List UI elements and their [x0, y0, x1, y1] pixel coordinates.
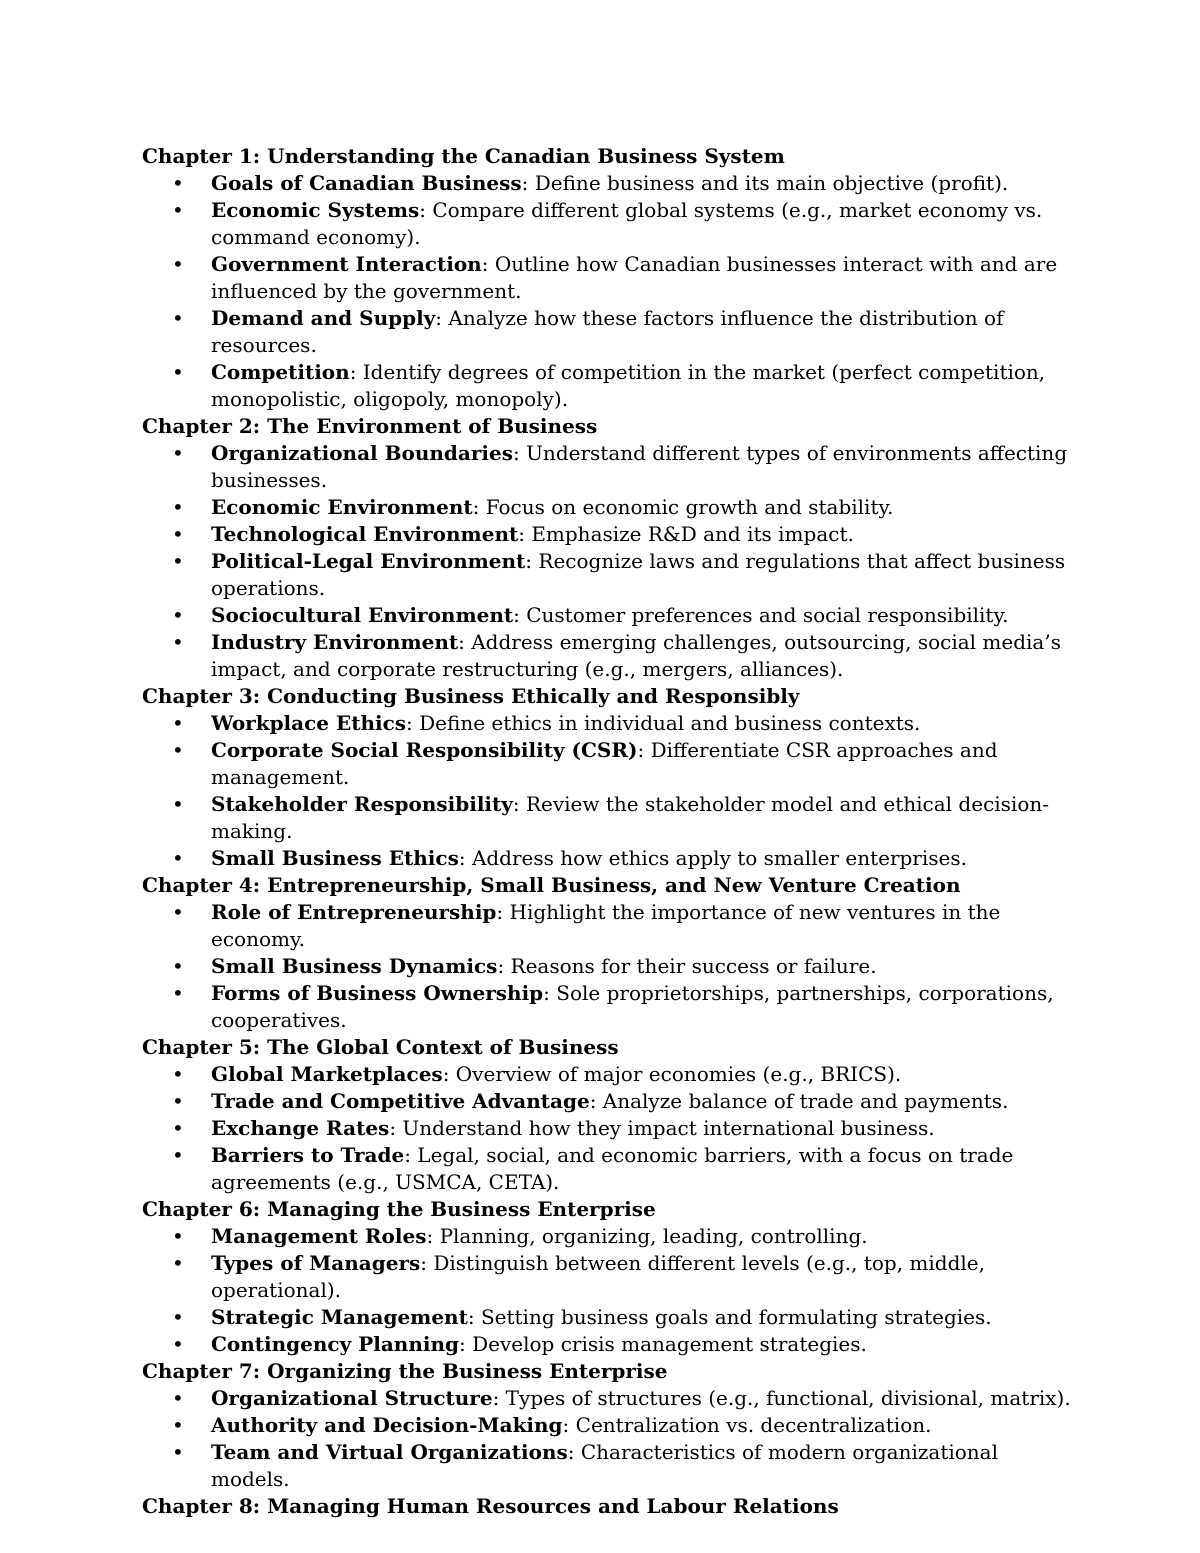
bullet-icon: • — [172, 630, 184, 654]
chapter-section — [142, 1493, 1072, 1520]
bullet-icon: • — [172, 900, 184, 924]
item-term: Forms of Business Ownership — [211, 981, 544, 1005]
item-description: : Understand different types of environments affecting businesses. — [211, 441, 1068, 492]
list-item — [142, 629, 1072, 683]
item-term: Organizational Boundaries — [211, 441, 513, 465]
list-item — [142, 305, 1072, 359]
chapter-heading: Chapter 4: Entrepreneurship, Small Business, and New Venture Creation — [142, 873, 961, 897]
bullet-list — [142, 1061, 1072, 1196]
item-description: : Setting business goals and formulating strategies. — [467, 1305, 992, 1329]
item-term: Technological Environment — [211, 522, 519, 546]
bullet-icon: • — [172, 198, 184, 222]
list-item — [142, 1061, 1072, 1088]
chapter-heading: Chapter 7: Organizing the Business Enterprise — [142, 1359, 668, 1383]
item-term: Small Business Ethics — [211, 846, 459, 870]
bullet-icon: • — [172, 954, 184, 978]
list-item — [142, 440, 1072, 494]
item-description: : Distinguish between different levels (e.g., top, middle, operational). — [211, 1251, 985, 1302]
item-description: : Highlight the importance of new ventures in the economy. — [211, 900, 1001, 951]
item-term: Government Interaction — [211, 252, 482, 276]
list-item — [142, 791, 1072, 845]
chapter-heading: Chapter 1: Understanding the Canadian Business System — [142, 144, 785, 168]
item-term: Small Business Dynamics — [211, 954, 498, 978]
bullet-icon: • — [172, 360, 184, 384]
item-term: Stakeholder Responsibility — [211, 792, 513, 816]
list-item — [142, 899, 1072, 953]
bullet-icon: • — [172, 738, 184, 762]
item-description: : Understand how they impact international business. — [389, 1116, 935, 1140]
bullet-icon: • — [172, 981, 184, 1005]
item-description: : Develop crisis management strategies. — [459, 1332, 867, 1356]
item-description: : Reasons for their success or failure. — [497, 954, 877, 978]
bullet-icon: • — [172, 1251, 184, 1275]
item-description: : Recognize laws and regulations that affect business operations. — [211, 549, 1066, 600]
item-description: : Centralization vs. decentralization. — [562, 1413, 932, 1437]
item-description: : Outline how Canadian businesses interact with and are influenced by the government. — [211, 252, 1058, 303]
list-item — [142, 1223, 1072, 1250]
bullet-list — [142, 440, 1072, 683]
chapter-section — [142, 683, 1072, 872]
chapter-section — [142, 413, 1072, 683]
item-description: : Overview of major economies (e.g., BRICS). — [442, 1062, 902, 1086]
item-description: : Types of structures (e.g., functional, divisional, matrix). — [492, 1386, 1071, 1410]
chapter-section — [142, 1358, 1072, 1493]
bullet-icon: • — [172, 306, 184, 330]
item-description: : Focus on economic growth and stability. — [472, 495, 894, 519]
item-term: Workplace Ethics — [211, 711, 407, 735]
bullet-icon: • — [172, 1089, 184, 1113]
list-item — [142, 1142, 1072, 1196]
chapter-heading: Chapter 5: The Global Context of Business — [142, 1035, 619, 1059]
item-description: : Differentiate CSR approaches and management. — [211, 738, 998, 789]
item-description: : Sole proprietorships, partnerships, corporations, cooperatives. — [211, 981, 1054, 1032]
list-item — [142, 197, 1072, 251]
list-item — [142, 602, 1072, 629]
item-term: Competition — [211, 360, 350, 384]
bullet-icon: • — [172, 1332, 184, 1356]
bullet-list — [142, 710, 1072, 872]
item-term: Management Roles — [211, 1224, 427, 1248]
item-term: Sociocultural Environment — [211, 603, 514, 627]
chapter-heading: Chapter 6: Managing the Business Enterprise — [142, 1197, 656, 1221]
bullet-icon: • — [172, 1116, 184, 1140]
item-description: : Analyze balance of trade and payments. — [589, 1089, 1009, 1113]
list-item — [142, 845, 1072, 872]
chapter-section — [142, 1034, 1072, 1196]
list-item — [142, 1439, 1072, 1493]
item-term: Types of Managers — [211, 1251, 421, 1275]
list-item — [142, 1412, 1072, 1439]
item-description: : Legal, social, and economic barriers, with a focus on trade agreements (e.g., USMCA, CETA). — [211, 1143, 1014, 1194]
item-description: : Compare different global systems (e.g., market economy vs. command economy). — [211, 198, 1043, 249]
bullet-icon: • — [172, 1143, 184, 1167]
item-description: : Define ethics in individual and business contexts. — [406, 711, 921, 735]
item-term: Strategic Management — [211, 1305, 468, 1329]
list-item — [142, 980, 1072, 1034]
bullet-icon: • — [172, 711, 184, 735]
list-item — [142, 494, 1072, 521]
bullet-icon: • — [172, 171, 184, 195]
bullet-list — [142, 899, 1072, 1034]
item-term: Organizational Structure — [211, 1386, 493, 1410]
item-description: : Emphasize R&D and its impact. — [518, 522, 854, 546]
bullet-icon: • — [172, 549, 184, 573]
list-item — [142, 1250, 1072, 1304]
bullet-icon: • — [172, 1386, 184, 1410]
item-term: Trade and Competitive Advantage — [211, 1089, 590, 1113]
bullet-icon: • — [172, 1440, 184, 1464]
item-description: : Identify degrees of competition in the market (perfect competition, monopolistic, oligopoly, monopoly). — [211, 360, 1046, 411]
chapter-heading: Chapter 2: The Environment of Business — [142, 414, 598, 438]
list-item — [142, 548, 1072, 602]
bullet-icon: • — [172, 603, 184, 627]
bullet-icon: • — [172, 846, 184, 870]
chapter-section — [142, 1196, 1072, 1358]
chapter-heading: Chapter 3: Conducting Business Ethically and Responsibly — [142, 684, 800, 708]
list-item — [142, 1088, 1072, 1115]
list-item — [142, 1304, 1072, 1331]
list-item — [142, 1115, 1072, 1142]
list-item — [142, 1331, 1072, 1358]
item-term: Exchange Rates — [211, 1116, 390, 1140]
item-term: Role of Entrepreneurship — [211, 900, 497, 924]
item-term: Contingency Planning — [211, 1332, 459, 1356]
bullet-icon: • — [172, 495, 184, 519]
item-description: : Address how ethics apply to smaller enterprises. — [458, 846, 967, 870]
list-item — [142, 710, 1072, 737]
bullet-list — [142, 1223, 1072, 1358]
list-item — [142, 170, 1072, 197]
list-item — [142, 953, 1072, 980]
item-description: : Review the stakeholder model and ethical decision-making. — [211, 792, 1050, 843]
item-term: Economic Environment — [211, 495, 473, 519]
chapter-section — [142, 872, 1072, 1034]
list-item — [142, 737, 1072, 791]
bullet-icon: • — [172, 792, 184, 816]
chapter-heading: Chapter 8: Managing Human Resources and Labour Relations — [142, 1494, 839, 1518]
bullet-icon: • — [172, 441, 184, 465]
bullet-list — [142, 1385, 1072, 1493]
item-description: : Customer preferences and social responsibility. — [513, 603, 1009, 627]
list-item — [142, 1385, 1072, 1412]
bullet-icon: • — [172, 522, 184, 546]
list-item — [142, 251, 1072, 305]
bullet-list — [142, 170, 1072, 413]
item-description: : Define business and its main objective (profit). — [521, 171, 1009, 195]
item-term: Barriers to Trade — [211, 1143, 405, 1167]
item-term: Political-Legal Environment — [211, 549, 526, 573]
item-term: Economic Systems — [211, 198, 420, 222]
item-term: Global Marketplaces — [211, 1062, 443, 1086]
bullet-icon: • — [172, 1062, 184, 1086]
bullet-icon: • — [172, 252, 184, 276]
item-term: Team and Virtual Organizations — [211, 1440, 568, 1464]
item-term: Demand and Supply — [211, 306, 436, 330]
item-term: Authority and Decision-Making — [211, 1413, 563, 1437]
bullet-icon: • — [172, 1413, 184, 1437]
item-description: : Characteristics of modern organizational models. — [211, 1440, 999, 1491]
bullet-icon: • — [172, 1305, 184, 1329]
item-term: Goals of Canadian Business — [211, 171, 522, 195]
list-item — [142, 521, 1072, 548]
item-term: Industry Environment — [211, 630, 459, 654]
item-description: : Address emerging challenges, outsourcing, social media’s impact, and corporate restructuring (e.g., mergers, alliances). — [211, 630, 1061, 681]
chapter-section — [142, 143, 1072, 413]
item-description: : Analyze how these factors influence the distribution of resources. — [211, 306, 1004, 357]
bullet-icon: • — [172, 1224, 184, 1248]
list-item — [142, 359, 1072, 413]
item-term: Corporate Social Responsibility (CSR) — [211, 738, 638, 762]
item-description: : Planning, organizing, leading, controlling. — [426, 1224, 868, 1248]
document-body — [142, 143, 1072, 1520]
